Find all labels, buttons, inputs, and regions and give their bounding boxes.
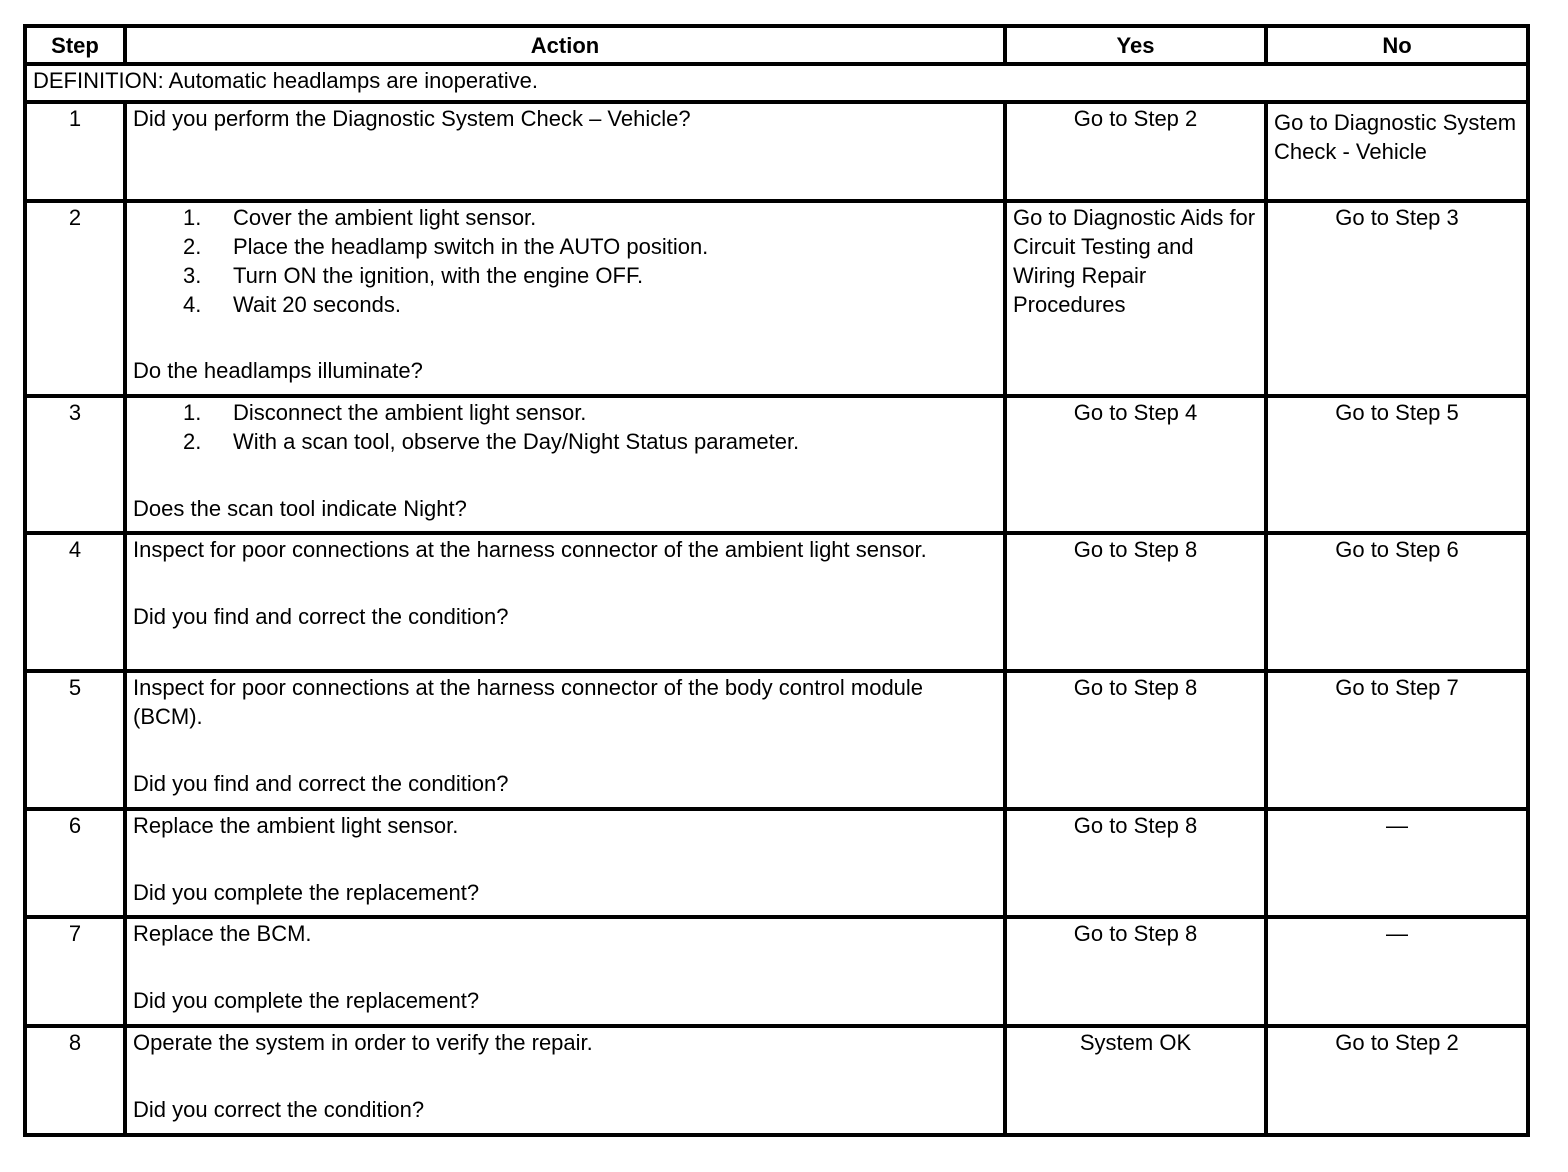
- no-cell: Go to Step 5: [1266, 396, 1528, 533]
- definition-text: DEFINITION: Automatic headlamps are inoperative.: [25, 64, 1528, 102]
- yes-cell: Go to Step 4: [1005, 396, 1266, 533]
- step-number: 2: [25, 201, 125, 396]
- question-text: Do the headlamps illuminate?: [133, 358, 423, 383]
- step-number: 7: [25, 917, 125, 1026]
- instruction-list: [133, 398, 997, 456]
- table-row: [25, 809, 1528, 917]
- action-text: Inspect for poor connections at the harness connector of the body control module (BCM).: [133, 675, 924, 729]
- step-number: 1: [25, 102, 125, 201]
- action-text: Did you perform the Diagnostic System Check – Vehicle?: [133, 106, 691, 131]
- action-text: Inspect for poor connections at the harness connector of the ambient light sensor.: [133, 537, 927, 562]
- step-number: 5: [25, 671, 125, 809]
- yes-cell: Go to Step 8: [1005, 917, 1266, 1026]
- table-row: [25, 671, 1528, 809]
- table-row: [25, 917, 1528, 1026]
- step-number: 4: [25, 533, 125, 671]
- instruction-list: [133, 203, 997, 319]
- header-action: Action: [125, 26, 1005, 64]
- action-text: Replace the ambient light sensor.: [133, 813, 459, 838]
- definition-row: [25, 64, 1528, 102]
- question-text: Did you correct the condition?: [133, 1097, 425, 1122]
- no-cell: —: [1266, 809, 1528, 917]
- yes-cell: Go to Step 8: [1005, 533, 1266, 671]
- no-cell: —: [1266, 917, 1528, 1026]
- action-cell: [125, 396, 1005, 533]
- yes-cell: Go to Step 8: [1005, 809, 1266, 917]
- yes-cell: Go to Step 2: [1005, 102, 1266, 201]
- no-cell: Go to Diagnostic System Check - Vehicle: [1266, 102, 1528, 201]
- instruction-item: 4. Wait 20 seconds.: [183, 292, 401, 317]
- header-no: No: [1266, 26, 1528, 64]
- instruction-item: 3. Turn ON the ignition, with the engine OFF.: [183, 263, 644, 288]
- yes-cell: System OK: [1005, 1026, 1266, 1135]
- header-step: Step: [25, 26, 125, 64]
- action-text: Operate the system in order to verify the repair.: [133, 1030, 593, 1055]
- step-number: 6: [25, 809, 125, 917]
- no-cell: Go to Step 2: [1266, 1026, 1528, 1135]
- action-cell: [125, 671, 1005, 809]
- header-yes: Yes: [1005, 26, 1266, 64]
- no-cell: Go to Step 7: [1266, 671, 1528, 809]
- step-number: 8: [25, 1026, 125, 1135]
- action-text: Replace the BCM.: [133, 921, 312, 946]
- no-cell: Go to Step 3: [1266, 201, 1528, 396]
- action-cell: [125, 201, 1005, 396]
- question-text: Did you find and correct the condition?: [133, 771, 509, 796]
- question-text: Did you complete the replacement?: [133, 988, 480, 1013]
- table-row: [25, 396, 1528, 533]
- instruction-item: 1. Disconnect the ambient light sensor.: [183, 400, 587, 425]
- action-cell: [125, 102, 1005, 201]
- yes-cell: Go to Step 8: [1005, 671, 1266, 809]
- question-text: Does the scan tool indicate Night?: [133, 496, 467, 521]
- instruction-item: 2. With a scan tool, observe the Day/Night Status parameter.: [183, 429, 800, 454]
- instruction-item: 2. Place the headlamp switch in the AUTO position.: [183, 234, 709, 259]
- table-row: [25, 102, 1528, 201]
- step-number: 3: [25, 396, 125, 533]
- question-text: Did you complete the replacement?: [133, 880, 480, 905]
- action-cell: [125, 917, 1005, 1026]
- yes-cell: Go to Diagnostic Aids for Circuit Testing and Wiring Repair Procedures: [1005, 201, 1266, 396]
- table-row: [25, 533, 1528, 671]
- table-row: [25, 201, 1528, 396]
- action-cell: [125, 533, 1005, 671]
- table-row: [25, 1026, 1528, 1135]
- action-cell: [125, 1026, 1005, 1135]
- diagnostic-table: [23, 24, 1530, 1137]
- header-row: [25, 26, 1528, 64]
- no-cell: Go to Step 6: [1266, 533, 1528, 671]
- question-text: Did you find and correct the condition?: [133, 604, 509, 629]
- action-cell: [125, 809, 1005, 917]
- instruction-item: 1. Cover the ambient light sensor.: [183, 205, 537, 230]
